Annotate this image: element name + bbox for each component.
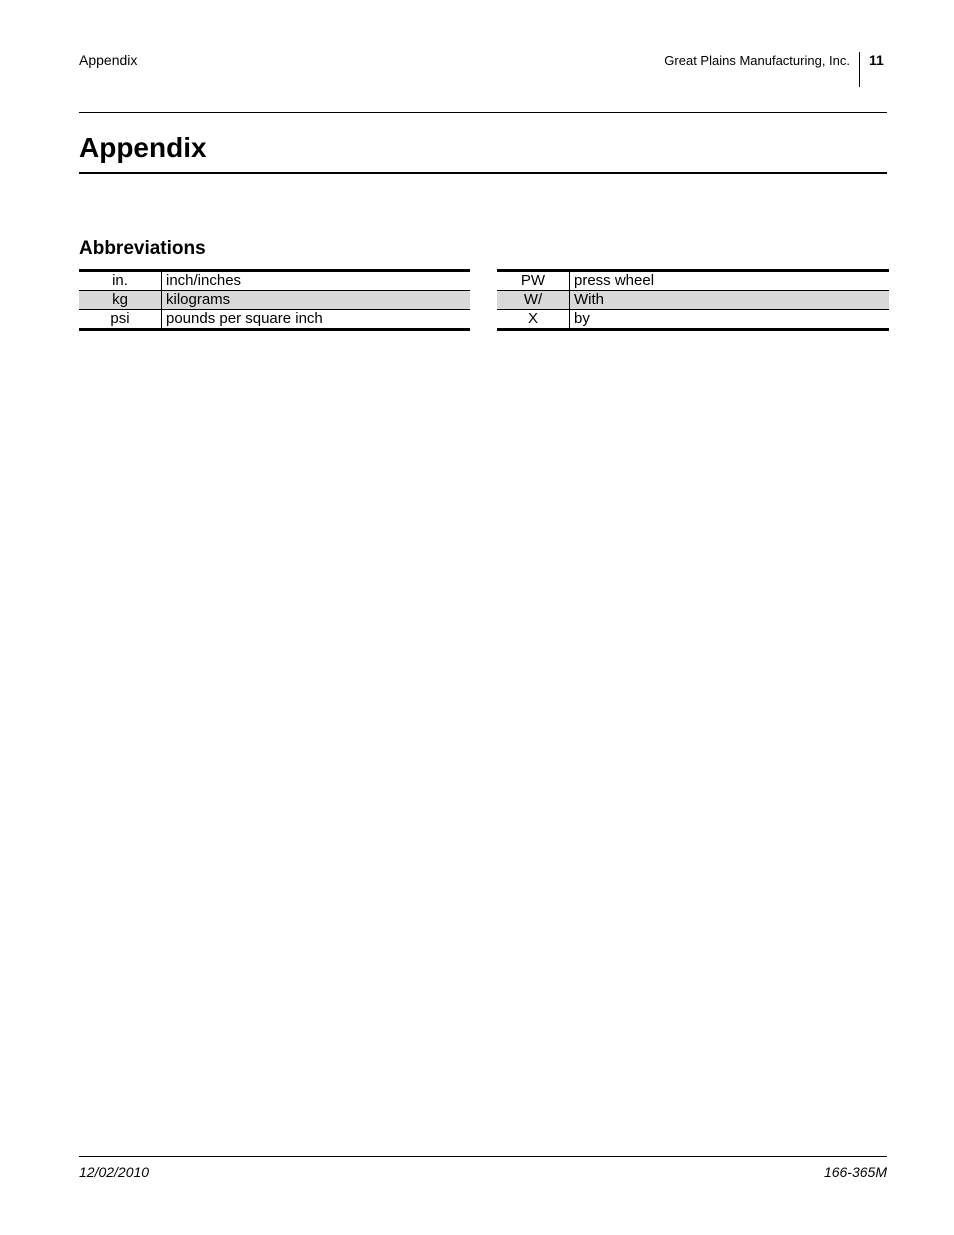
- section-heading: Abbreviations: [79, 238, 206, 259]
- abbreviation-meaning: kilograms: [162, 291, 471, 310]
- footer-doc-number: 166-365M: [823, 1164, 887, 1180]
- footer-rule: [79, 1156, 887, 1157]
- abbreviation-term: W/: [497, 291, 570, 310]
- footer-date: 12/02/2010: [79, 1164, 150, 1180]
- page-number: 11: [869, 52, 884, 68]
- abbreviations-table-right: [497, 269, 889, 331]
- header-divider: [859, 52, 860, 87]
- running-header-company: Great Plains Manufacturing, Inc.: [664, 53, 850, 68]
- table-row: [497, 291, 889, 310]
- abbreviation-meaning: by: [570, 310, 890, 330]
- title-rule: [79, 172, 887, 174]
- running-header-section: Appendix: [79, 52, 138, 68]
- abbreviation-meaning: pounds per square inch: [162, 310, 471, 330]
- table-row: [497, 271, 889, 291]
- table-row: [79, 291, 470, 310]
- abbreviations-table-left: [79, 269, 470, 331]
- page-title: Appendix: [79, 132, 207, 163]
- abbreviation-term: PW: [497, 271, 570, 291]
- table-row: [79, 271, 470, 291]
- abbreviation-term: in.: [79, 271, 162, 291]
- abbreviation-term: X: [497, 310, 570, 330]
- abbreviation-meaning: press wheel: [574, 272, 655, 289]
- abbreviation-term: psi: [79, 310, 162, 330]
- abbreviation-term: kg: [79, 291, 162, 310]
- abbreviation-meaning: inch/inches: [166, 272, 242, 289]
- table-row: [79, 310, 470, 330]
- abbreviation-meaning: With: [570, 291, 890, 310]
- table-row: [497, 310, 889, 330]
- header-rule: [79, 112, 887, 113]
